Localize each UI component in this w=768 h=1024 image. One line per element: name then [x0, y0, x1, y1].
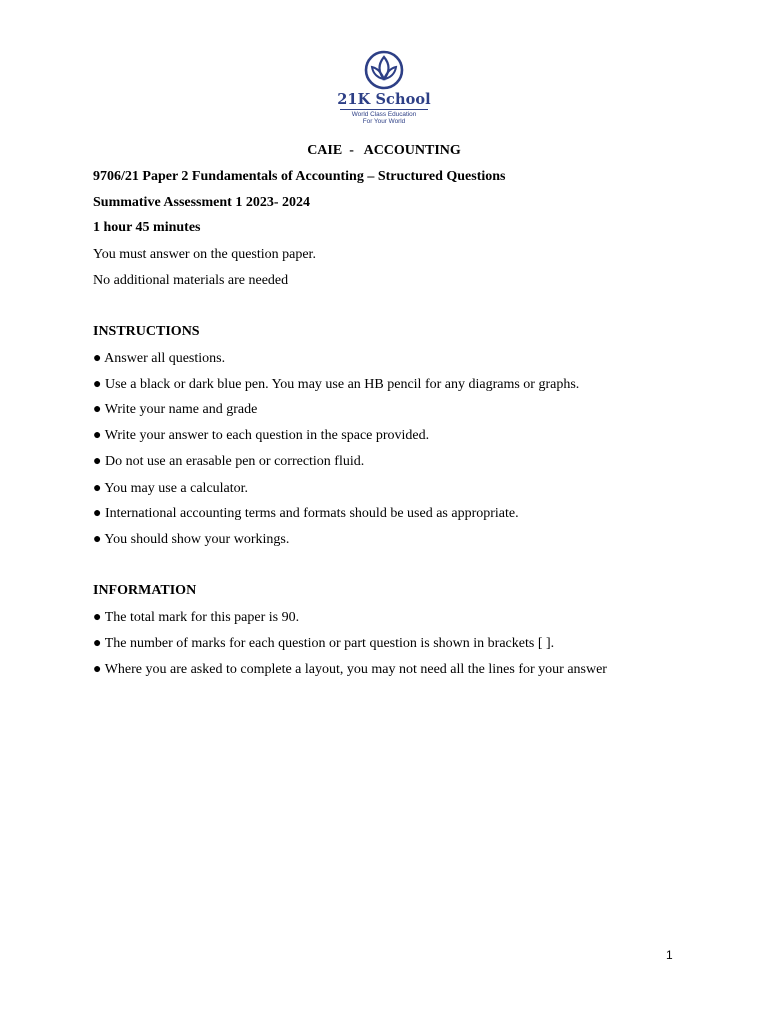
logo-divider [340, 109, 428, 110]
information-item: ● The total mark for this paper is 90. [93, 610, 300, 625]
subject-title: CAIE - ACCOUNTING [307, 143, 461, 158]
instruction-item: ● You should show your workings. [93, 532, 290, 547]
school-tagline-line-1: World Class Education [351, 111, 417, 118]
school-tagline-line-2: For Your World [362, 118, 406, 126]
information-item: ● The number of marks for each question or part question is shown in brackets [ ]. [93, 636, 555, 651]
assessment-title: Summative Assessment 1 2023- 2024 [93, 195, 310, 210]
instruction-item: ● Write your name and grade [93, 402, 258, 417]
instructions-heading: INSTRUCTIONS [93, 324, 200, 339]
information-item: ● Where you are asked to complete a layout, you may not need all the lines for your answer [93, 662, 607, 677]
instruction-item: ● Do not use an erasable pen or correction fluid. [93, 454, 365, 469]
answer-note: You must answer on the question paper. [93, 247, 316, 262]
instruction-item: ● International accounting terms and formats should be used as appropriate. [93, 506, 519, 521]
instruction-item: ● Answer all questions. [93, 351, 226, 366]
page-number: 1 [666, 948, 673, 962]
duration: 1 hour 45 minutes [93, 220, 201, 235]
instruction-item: ● Write your answer to each question in the space provided. [93, 428, 430, 443]
instruction-item: ● Use a black or dark blue pen. You may use an HB pencil for any diagrams or graphs. [93, 377, 580, 392]
information-heading: INFORMATION [93, 583, 197, 598]
instruction-item: ● You may use a calculator. [93, 481, 249, 496]
school-logo [332, 50, 436, 125]
materials-note: No additional materials are needed [93, 273, 289, 288]
paper-title: 9706/21 Paper 2 Fundamentals of Accounting – Structured Questions [93, 169, 506, 184]
school-name: 21K School [337, 91, 431, 108]
lotus-emblem-icon [364, 50, 404, 90]
